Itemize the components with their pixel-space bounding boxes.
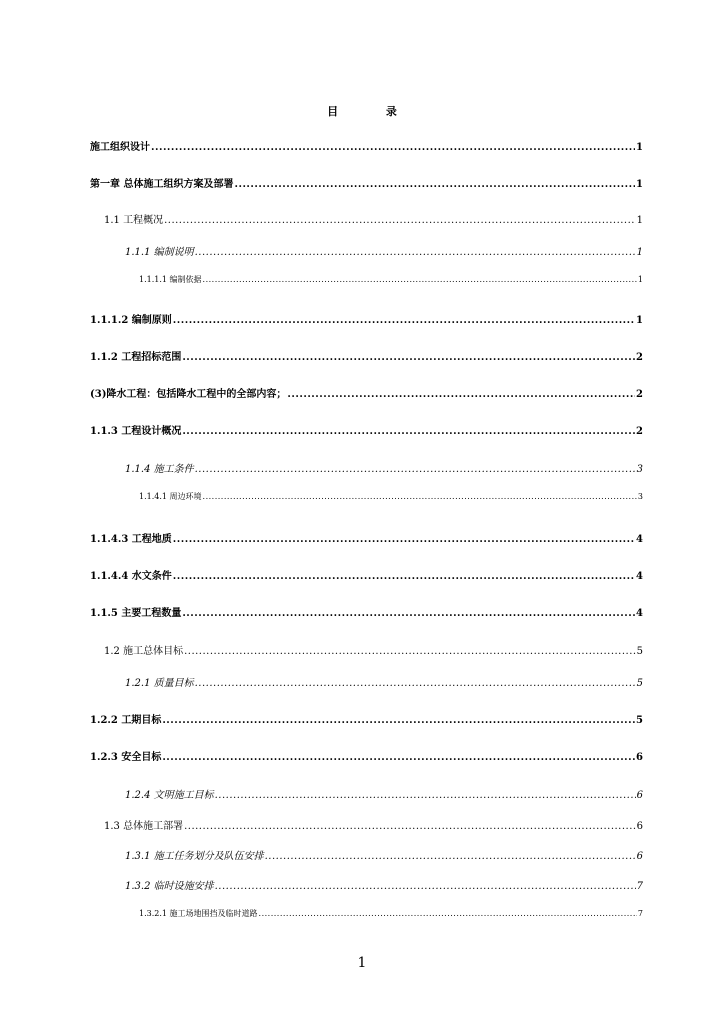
toc-leader-dots (234, 179, 635, 190)
toc-entry-page: 4 (636, 534, 643, 545)
toc-entry[interactable] (139, 274, 643, 285)
toc-entry[interactable] (104, 211, 643, 226)
toc-entry-page: 6 (636, 851, 643, 862)
toc-entry-title: 1.1.4 施工条件 (125, 464, 194, 475)
toc-entry-title: 1.2.4 文明施工目标 (125, 790, 214, 801)
toc-entry[interactable] (90, 711, 643, 726)
toc-entry[interactable] (104, 817, 643, 832)
toc-leader-dots (164, 215, 636, 226)
toc-entry-title: 1.3 总体施工部署 (104, 821, 184, 832)
toc-entry-title: 施工组织设计 (90, 142, 150, 153)
toc-entry-title: 1.1.1.1 编制依据 (139, 275, 202, 284)
toc-entry-page: 2 (636, 426, 643, 437)
toc-entry[interactable] (139, 491, 643, 502)
toc-entry-title: 1.1.1 编制说明 (125, 247, 194, 258)
toc-leader-dots (162, 752, 635, 763)
toc-leader-dots (184, 646, 636, 657)
toc-entry[interactable] (125, 877, 643, 892)
toc-entry-page: 2 (636, 352, 643, 363)
toc-entry-page: 4 (636, 608, 643, 619)
toc-entry-page: 4 (636, 571, 643, 582)
toc-entry-title: 1.2.3 安全目标 (90, 752, 162, 763)
toc-entry[interactable] (90, 348, 643, 363)
toc-entry[interactable] (90, 311, 643, 326)
toc-entry-page: 1 (636, 215, 643, 226)
toc-entry-page: 6 (636, 790, 643, 801)
toc-entry-title: 1.1 工程概况 (104, 215, 164, 226)
toc-leader-dots (215, 881, 636, 892)
toc-entry-title: 1.3.2 临时设施安排 (125, 881, 214, 892)
toc-leader-dots (259, 909, 637, 918)
toc-entry-page: 6 (636, 821, 643, 832)
toc-entry-title: 1.1.4.3 工程地质 (90, 534, 172, 545)
toc-entry-title: 1.3.2.1 施工场地围挡及临时道路 (139, 909, 258, 918)
toc-entry[interactable] (104, 642, 643, 657)
toc-leader-dots (173, 571, 635, 582)
toc-entry-title: 1.1.4.4 水文条件 (90, 571, 172, 582)
toc-leader-dots (265, 851, 636, 862)
toc-entry[interactable] (90, 175, 643, 190)
toc-entry[interactable] (90, 748, 643, 763)
toc-leader-dots (203, 275, 637, 284)
toc-entry-title: 1.1.1.2 编制原则 (90, 315, 172, 326)
toc-entry-page: 5 (636, 646, 643, 657)
toc-leader-dots (195, 247, 636, 258)
toc-leader-dots (215, 790, 636, 801)
toc-title: 目 录 (327, 105, 419, 118)
toc-leader-dots (184, 821, 636, 832)
toc-entry-title: 1.1.4.1 周边环境 (139, 492, 202, 501)
toc-entry[interactable] (125, 847, 643, 862)
toc-leader-dots (195, 464, 636, 475)
toc-entry-title: 1.1.3 工程设计概况 (90, 426, 182, 437)
toc-entry-page: 7 (636, 881, 643, 892)
toc-entry-page: 1 (636, 315, 643, 326)
toc-leader-dots (182, 352, 635, 363)
page-number: 1 (357, 955, 367, 971)
toc-entry-page: 3 (636, 464, 643, 475)
toc-entry-page: 7 (637, 909, 643, 918)
toc-entry-title: 1.2.2 工期目标 (90, 715, 162, 726)
toc-entry[interactable] (125, 460, 643, 475)
toc-entry-title: 1.2.1 质量目标 (125, 678, 194, 689)
toc-entry-page: 1 (636, 247, 643, 258)
toc-entry[interactable] (139, 908, 643, 919)
toc-leader-dots (182, 608, 635, 619)
toc-entry-page: 5 (636, 678, 643, 689)
toc-entry[interactable] (125, 674, 643, 689)
toc-leader-dots (162, 715, 635, 726)
toc-entry-title: 1.1.2 工程招标范围 (90, 352, 182, 363)
toc-leader-dots (151, 142, 635, 153)
toc-leader-dots (182, 426, 635, 437)
toc-entry-page: 6 (636, 752, 643, 763)
toc-entry-title: 第一章 总体施工组织方案及部署 (90, 179, 234, 190)
toc-leader-dots (287, 389, 635, 400)
toc-leader-dots (195, 678, 636, 689)
toc-leader-dots (203, 492, 637, 501)
toc-entry[interactable] (90, 385, 643, 400)
toc-leader-dots (173, 534, 635, 545)
toc-entry-page: 1 (637, 275, 643, 284)
toc-entry[interactable] (90, 604, 643, 619)
toc-entry-page: 2 (636, 389, 643, 400)
toc-entry-title: (3)降水工程：包括降水工程中的全部内容； (90, 389, 287, 400)
toc-entry-title: 1.3.1 施工任务划分及队伍安排 (125, 851, 264, 862)
toc-entry-title: 1.1.5 主要工程数量 (90, 608, 182, 619)
toc-entry-page: 1 (636, 179, 643, 190)
toc-entry[interactable] (125, 243, 643, 258)
toc-leader-dots (173, 315, 635, 326)
toc-entry[interactable] (90, 138, 643, 153)
toc-entry[interactable] (125, 786, 643, 801)
toc-entry-page: 1 (636, 142, 643, 153)
toc-entry-page: 5 (636, 715, 643, 726)
toc-entry[interactable] (90, 567, 643, 582)
toc-entry-title: 1.2 施工总体目标 (104, 646, 184, 657)
toc-entry[interactable] (90, 422, 643, 437)
toc-entry[interactable] (90, 530, 643, 545)
toc-entry-page: 3 (637, 492, 643, 501)
